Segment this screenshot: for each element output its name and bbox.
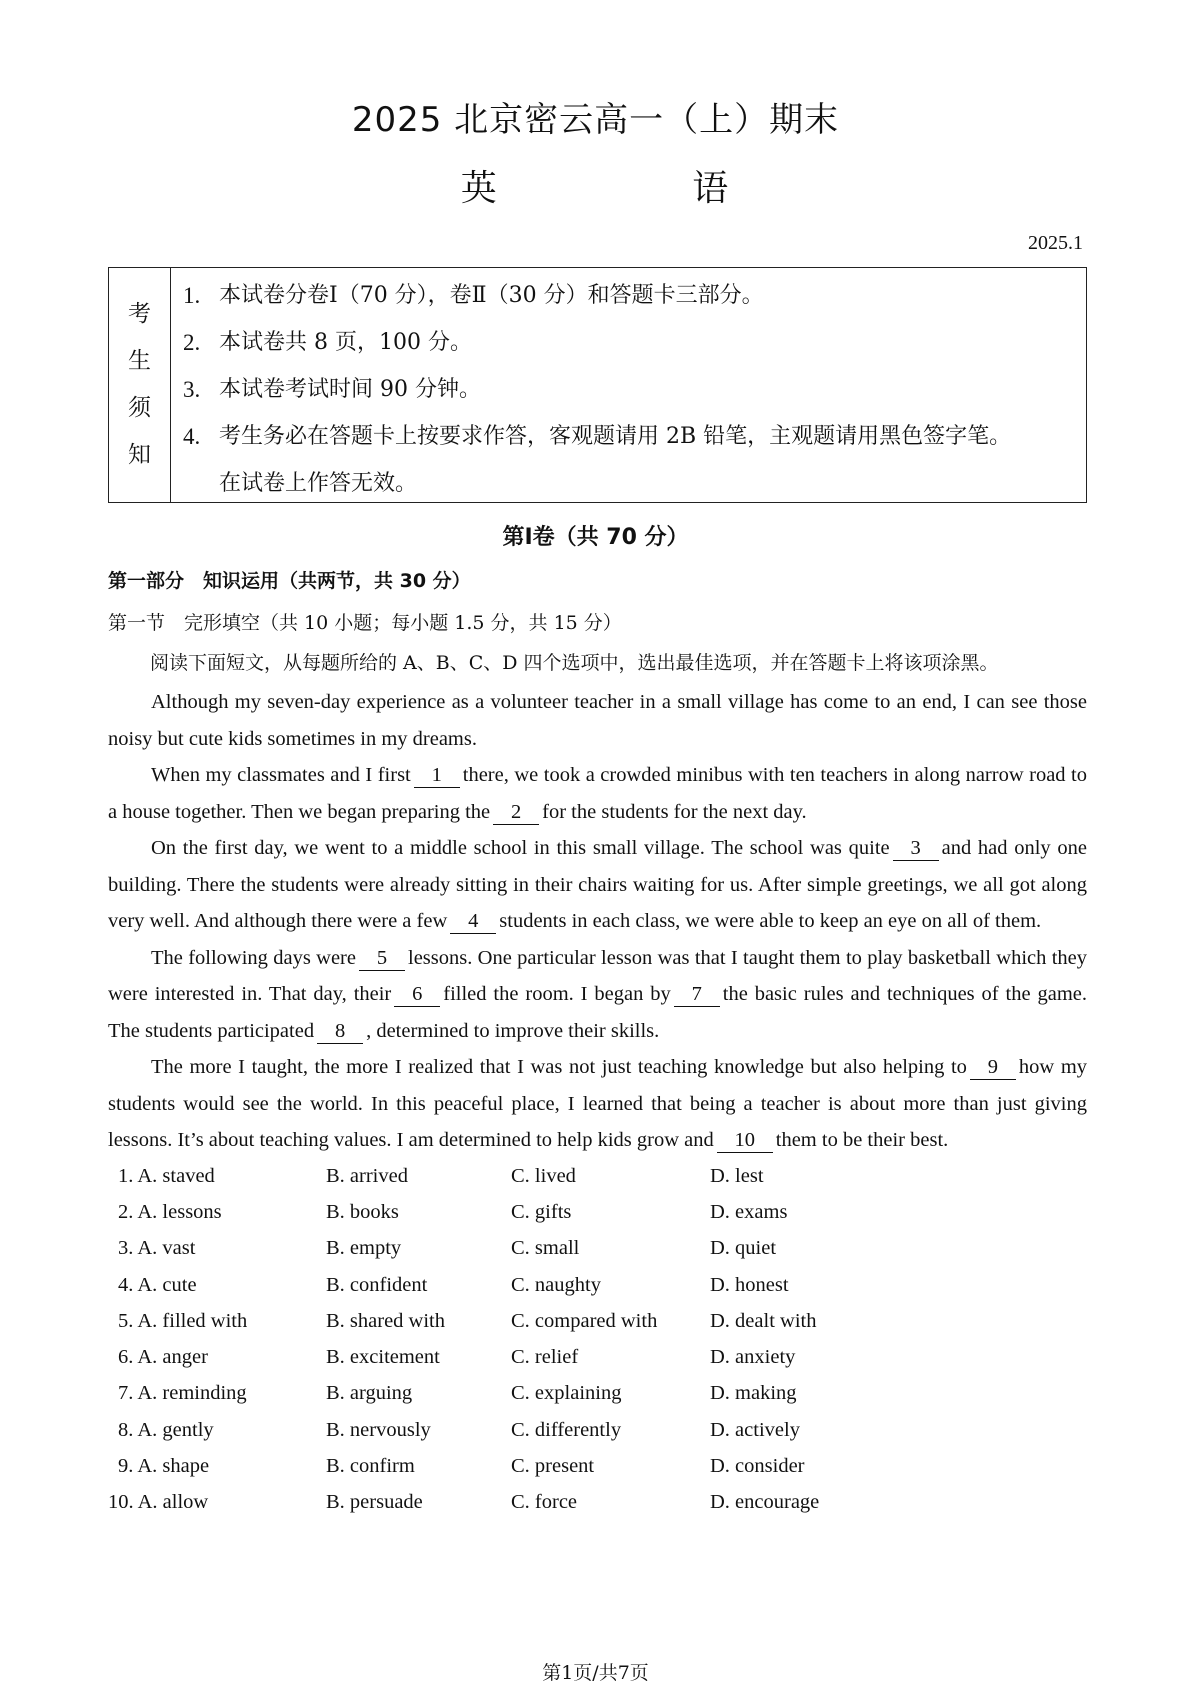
option-b: B. arrived — [326, 1164, 408, 1187]
option-q: 7. A. reminding — [118, 1382, 247, 1405]
cloze-blank: 5 — [359, 946, 405, 971]
notice-item: 1. 本试卷分卷Ⅰ（70 分），卷Ⅱ（30 分）和答题卡三部分。 — [183, 283, 764, 308]
option-b: B. excitement — [326, 1346, 440, 1369]
option-row — [108, 1231, 910, 1267]
cloze-passage — [108, 684, 1087, 1159]
option-b: B. shared with — [326, 1309, 445, 1332]
section-title: 第一节 完形填空（共 10 小题；每小题 1.5 分，共 15 分） — [108, 612, 622, 634]
passage-paragraph — [108, 757, 1087, 830]
passage-text: for the students for the next day. — [542, 800, 807, 823]
notice-label-char: 生 — [128, 348, 151, 374]
option-d: D. consider — [710, 1455, 805, 1478]
option-c: C. present — [511, 1455, 595, 1478]
instruction-text: 阅读下面短文，从每题所给的 A、B、C、D 四个选项中，选出最佳选项，并在答题卡上将该项涂黑。 — [150, 652, 999, 674]
notice-list — [171, 268, 1086, 502]
notice-item: 3. 本试卷考试时间 90 分钟。 — [183, 377, 481, 402]
cloze-blank: 9 — [970, 1055, 1016, 1080]
option-d: D. lest — [710, 1164, 764, 1187]
option-c: C. gifts — [511, 1200, 572, 1223]
passage-text: the basic rules and techniques of the game. The students participated — [108, 983, 1088, 1042]
option-c: C. small — [511, 1237, 580, 1260]
part-title: 第一部分 知识运用（共两节，共 30 分） — [108, 570, 471, 592]
option-row — [108, 1485, 910, 1521]
cloze-blank: 10 — [717, 1128, 773, 1153]
option-row — [108, 1303, 910, 1339]
passage-text: lessons. One particular lesson was that I taught them to play basketball which they were interested in. That day, their — [108, 946, 1088, 1005]
passage-text: and had only one building. There the students were already sitting in their chairs waiting for us. After simple greetings, we all got along very well. And although there were a few — [108, 837, 1087, 932]
option-q: 6. A. anger — [118, 1346, 208, 1369]
option-row — [108, 1194, 910, 1230]
option-c: C. force — [511, 1491, 578, 1514]
option-row — [108, 1412, 910, 1448]
option-c: C. lived — [511, 1164, 576, 1187]
passage-paragraph — [108, 1049, 1087, 1159]
passage-text: there, we took a crowded minibus with ten teachers in along narrow road to a house together. Then we began preparing the — [108, 764, 1087, 823]
notice-label-char: 知 — [128, 442, 151, 468]
option-q: 1. A. staved — [118, 1164, 215, 1187]
candidate-notice-box — [108, 267, 1087, 503]
passage-paragraph — [108, 830, 1087, 940]
notice-label — [109, 268, 171, 502]
option-q: 2. A. lessons — [118, 1200, 222, 1223]
option-d: D. anxiety — [710, 1346, 796, 1369]
option-b: B. empty — [326, 1237, 402, 1260]
notice-label-char: 考 — [128, 301, 151, 327]
option-b: B. confirm — [326, 1455, 415, 1478]
passage-text: filled the room. I began by — [443, 983, 671, 1005]
option-q: 3. A. vast — [118, 1237, 196, 1260]
passage-text: When my classmates and I first — [151, 764, 411, 786]
notice-item: 2. 本试卷共 8 页，100 分。 — [183, 330, 472, 355]
option-b: B. persuade — [326, 1491, 423, 1514]
passage-paragraph — [108, 684, 1087, 757]
option-row — [108, 1448, 910, 1484]
notice-item: 4. 考生务必在答题卡上按要求作答，客观题请用 2B 铅笔，主观题请用黑色签字笔。 — [183, 424, 1012, 449]
option-row — [108, 1339, 910, 1375]
volume-title: 第Ⅰ卷（共 70 分） — [502, 525, 689, 550]
cloze-blank: 1 — [414, 763, 460, 788]
notice-label-char: 须 — [128, 395, 151, 421]
passage-text: Although my seven-day experience as a volunteer teacher in a small village has come to an end, I can see those noisy but cute kids sometimes in my dreams. — [108, 691, 1087, 750]
subject-title: 英 语 — [460, 168, 791, 209]
cloze-blank: 8 — [317, 1019, 363, 1044]
option-q: 8. A. gently — [118, 1418, 214, 1441]
option-c: C. differently — [511, 1418, 622, 1441]
page-footer: 第1页/共7页 — [542, 1662, 649, 1684]
option-row — [108, 1158, 910, 1194]
option-d: D. making — [710, 1382, 797, 1405]
exam-date: 2025.1 — [1028, 232, 1083, 254]
cloze-blank: 2 — [493, 800, 539, 825]
option-q: 10. A. allow — [108, 1491, 209, 1514]
option-c: C. naughty — [511, 1273, 601, 1296]
passage-text: , determined to improve their skills. — [366, 1019, 660, 1042]
option-d: D. quiet — [710, 1237, 777, 1260]
passage-text: The following days were — [151, 946, 356, 969]
cloze-blank: 3 — [893, 836, 939, 861]
option-d: D. dealt with — [710, 1309, 817, 1332]
passage-text: how my students would see the world. In this peaceful place, I learned that being a teacher is about more than just giving lessons. It’s about teaching values. I am determined to help kids grow and — [108, 1056, 1088, 1151]
option-b: B. nervously — [326, 1418, 431, 1441]
cloze-blank: 4 — [450, 909, 496, 934]
option-c: C. relief — [511, 1346, 579, 1369]
option-q: 5. A. filled with — [118, 1309, 248, 1332]
passage-paragraph — [108, 940, 1087, 1050]
option-b: B. books — [326, 1200, 399, 1223]
option-q: 9. A. shape — [118, 1455, 210, 1478]
page-title: 2025 北京密云高一（上）期末 — [351, 100, 840, 140]
option-b: B. arguing — [326, 1382, 413, 1405]
option-b: B. confident — [326, 1273, 428, 1296]
passage-text: The more I taught, the more I realized that I was not just teaching knowledge but also helping to — [151, 1056, 967, 1078]
cloze-blank: 6 — [394, 982, 440, 1007]
cloze-blank: 7 — [674, 982, 720, 1007]
passage-text: them to be their best. — [775, 1129, 949, 1151]
option-d: D. actively — [710, 1418, 800, 1441]
option-row — [108, 1267, 910, 1303]
notice-item: 在试卷上作答无效。 — [219, 471, 418, 496]
option-d: D. encourage — [710, 1491, 820, 1514]
option-d: D. exams — [710, 1200, 788, 1223]
passage-text: students in each class, we were able to keep an eye on all of them. — [499, 910, 1042, 932]
option-c: C. explaining — [511, 1382, 622, 1405]
option-q: 4. A. cute — [118, 1273, 197, 1296]
option-row — [108, 1376, 910, 1412]
passage-text: On the first day, we went to a middle school in this small village. The school was quite — [151, 837, 890, 859]
option-d: D. honest — [710, 1273, 789, 1296]
option-c: C. compared with — [511, 1309, 658, 1332]
answer-options — [108, 1158, 910, 1521]
